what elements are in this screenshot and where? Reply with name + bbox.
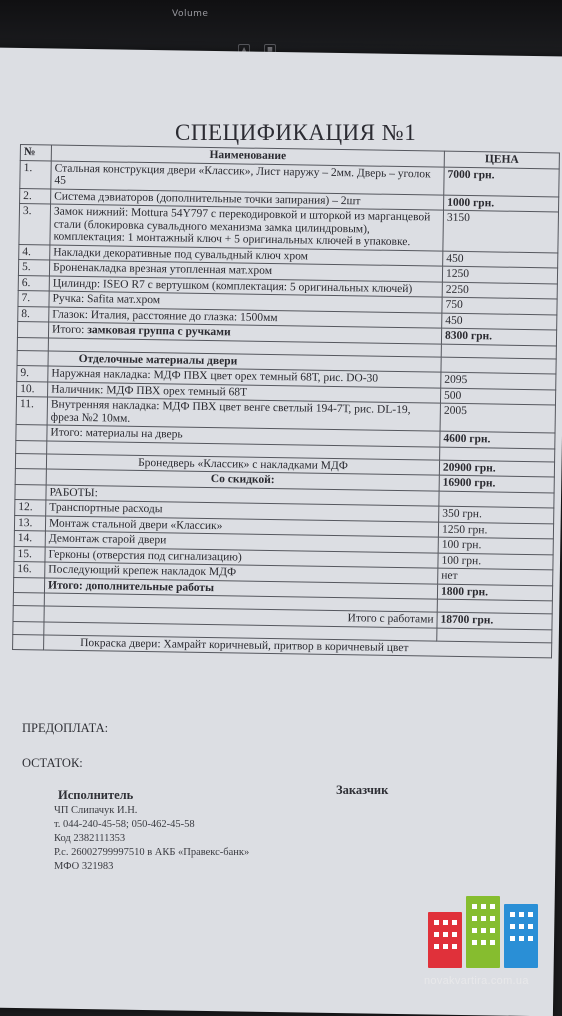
row-price: 500 [440, 388, 555, 405]
row-num: 15. [14, 546, 45, 562]
remainder-label: ОСТАТОК: [22, 756, 83, 770]
row-price: 1250 грн. [438, 522, 553, 539]
row-name: Итого с работами [44, 606, 437, 628]
row-name: Наличник: МДФ ПВХ орех темный 68Т [48, 381, 441, 403]
row-num [17, 321, 48, 337]
row-price: нет [438, 568, 553, 585]
row-name: Броненакладка врезная утопленная мат.хром [49, 260, 442, 282]
prepayment-label: ПРЕДОПЛАТА: [22, 721, 109, 735]
row-num: 9. [17, 365, 48, 381]
row-name: Со скидкой: [46, 469, 439, 491]
row-num: 7. [18, 290, 49, 306]
row-price: 100 грн. [438, 537, 553, 554]
executor-phone: т. 044-240-45-58; 050-462-45-58 [54, 819, 195, 830]
row-num: 6. [18, 275, 49, 291]
row-num: 4. [19, 244, 50, 260]
row-price: 100 грн. [438, 553, 553, 570]
key-icon: ▲ [238, 44, 250, 55]
row-name: Итого: материалы на дверь [47, 425, 440, 447]
row-name: Система дэвиаторов (дополнительные точки запирания) – 2шт [51, 188, 444, 210]
row-num: 1. [20, 160, 51, 188]
row-price: 1000 грн. [444, 195, 559, 212]
row-name: Монтаж стальной двери «Классик» [45, 515, 438, 537]
row-price: 2005 [440, 403, 555, 433]
volume-label: Volume [172, 9, 209, 19]
row-price: 7000 грн. [444, 167, 559, 197]
row-price: 3150 [443, 210, 559, 252]
row-price: 4600 грн. [440, 431, 555, 448]
row-price: 8300 грн. [441, 328, 556, 345]
row-name: Глазок: Италия, расстояние до глазка: 1500мм [49, 306, 442, 328]
executor-mfo: МФО 321983 [54, 861, 114, 872]
painting-note: Покраска двери: Хамрайт коричневый, притвор в коричневый цвет [44, 634, 552, 657]
row-name: Герконы (отверстия под сигнализацию) [45, 546, 438, 568]
watermark-site: novakvartira.com.ua [424, 975, 529, 987]
row-price: 2250 [442, 282, 557, 299]
row-price: 1800 грн. [437, 584, 552, 601]
executor-name: ЧП Слипачук И.Н. [54, 805, 138, 816]
specification-table [12, 144, 560, 658]
row-num: 14. [14, 530, 45, 546]
subtotal-label: замковая группа с ручками [87, 324, 231, 339]
header-num: № [20, 145, 51, 161]
section-title: РАБОТЫ: [46, 484, 439, 506]
row-num: 5. [18, 259, 49, 275]
row-name: Ручка: Safita мат.хром [49, 291, 442, 313]
row-name: Бронедверь «Классик» с накладками МДФ [46, 453, 439, 475]
row-price: 450 [442, 313, 557, 330]
row-price: 350 грн. [439, 506, 554, 523]
watermark-logo [424, 896, 540, 968]
executor-title: Исполнитель [58, 788, 134, 802]
row-name: Последующий крепеж накладок МДФ [45, 562, 438, 584]
row-price: 2095 [441, 372, 556, 389]
row-name: Демонтаж старой двери [45, 531, 438, 553]
row-price: 1250 [442, 266, 557, 283]
row-name: Накладки декоративные под сувальдный ключ хром [50, 244, 443, 266]
row-name: Внутренняя накладка: МДФ ПВХ цвет венге светлый 194-7Т, рис. DL-19, фреза №2 10мм. [47, 397, 440, 431]
row-num: 10. [17, 381, 48, 397]
row-num: 13. [14, 515, 45, 531]
row-num: 12. [15, 499, 46, 515]
row-name: Замок нижний: Mottura 54Y797 с перекодировкой и шторкой из марганцевой стали (блокировка сувальдного механизма замка цилиндровым), комплектация: 1 монтажный ключ + 5 оригинальных ключей в упаковке. [50, 204, 444, 251]
row-num: 8. [18, 306, 49, 322]
row-num: 3. [19, 204, 51, 245]
section-title: Отделочные материалы двери [48, 350, 441, 372]
row-price: 20900 грн. [439, 460, 554, 477]
row-num: 2. [20, 188, 51, 204]
row-name: Наружная накладка: МДФ ПВХ цвет орех темный 68Т, рис. DO-30 [48, 366, 441, 388]
row-name: Транспортные расходы [46, 500, 439, 522]
row-price: 18700 грн. [437, 612, 552, 629]
row-name: Цилиндр: ISEO R7 с вертушком (комплектация: 5 оригинальных ключей) [49, 275, 442, 297]
row-name: Стальная конструкция двери «Классик», Лист наружу – 2мм. Дверь – уголок 45 [51, 160, 444, 194]
row-price: 450 [443, 251, 558, 268]
header-name: Наименование [51, 145, 444, 167]
header-price: ЦЕНА [444, 151, 559, 168]
row-num: 16. [14, 561, 45, 577]
row-name: Итого: дополнительные работы [44, 577, 437, 599]
executor-code: Код 2382111353 [54, 833, 126, 844]
customer-title: Заказчик [336, 783, 389, 797]
executor-details [54, 804, 249, 874]
row-price: 750 [442, 297, 557, 314]
row-num: 11. [16, 396, 47, 424]
row-price: 16900 грн. [439, 475, 554, 492]
key-icon: ■ [264, 44, 276, 55]
document-title: СПЕЦИФИКАЦИЯ №1 [175, 120, 417, 145]
executor-account: Р.с. 26002799997510 в АКБ «Правекс-банк» [54, 847, 250, 858]
subtotal-prefix: Итого: [51, 323, 88, 337]
